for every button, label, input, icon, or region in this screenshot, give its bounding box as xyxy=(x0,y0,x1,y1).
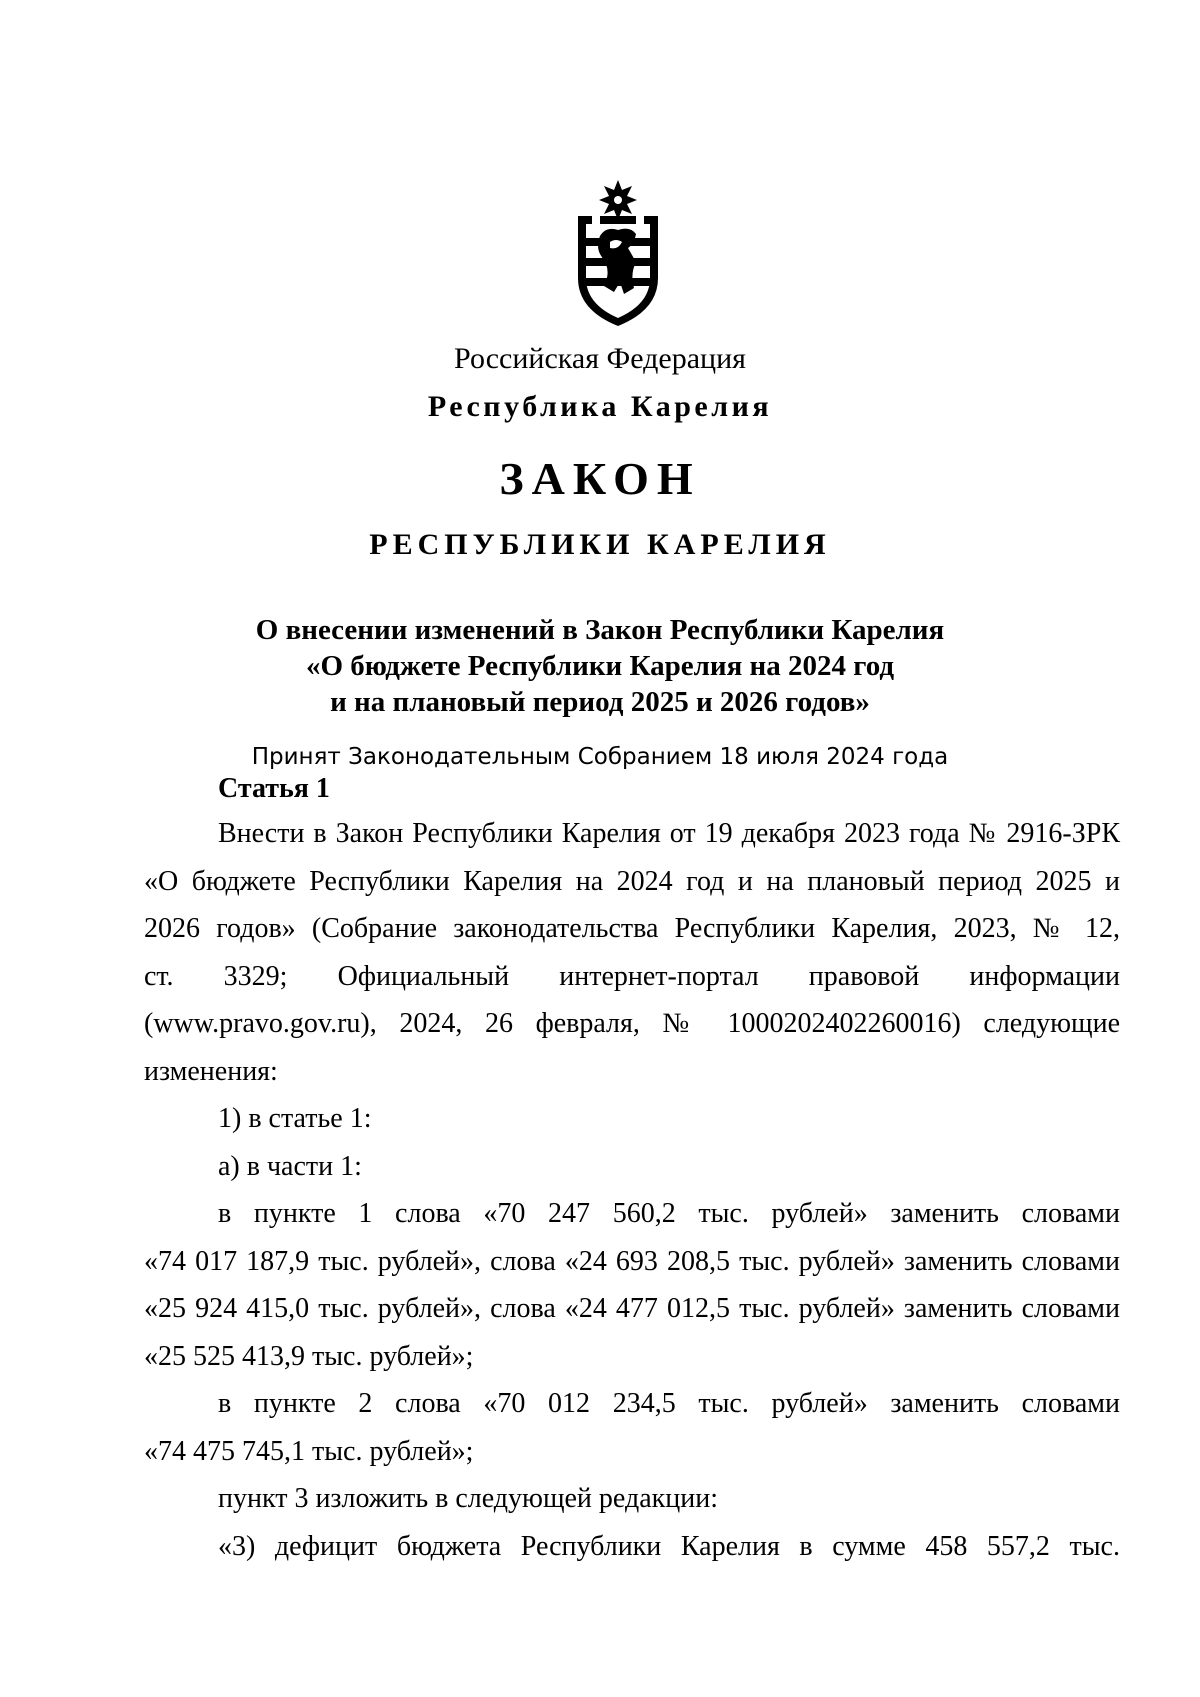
law-title xyxy=(0,612,1200,720)
region-name: Республика Карелия xyxy=(427,390,773,423)
coat-of-arms-icon xyxy=(570,178,666,328)
body-line: пункт 3 изложить в следующей редакции: xyxy=(218,1483,718,1514)
body-line: (www.pravo.gov.ru), 2024, 26 февраля, № 1000202402260016) следующие xyxy=(144,1008,1120,1039)
adoption-note: Принят Законодательным Собранием 18 июля 2024 года xyxy=(251,744,949,770)
body-line: в пункте 1 слова «70 247 560,2 тыс. рублей» заменить словами xyxy=(218,1198,1120,1229)
body-line: «25 525 413,9 тыс. рублей»; xyxy=(144,1340,474,1372)
body-line: «25 924 415,0 тыс. рублей», слова «24 477 012,5 тыс. рублей» заменить словами xyxy=(144,1293,1120,1324)
law-title-line: и на плановый период 2025 и 2026 годов» xyxy=(330,686,870,718)
body-line: а) в части 1: xyxy=(218,1150,362,1182)
law-title-line: «О бюджете Республики Карелия на 2024 год xyxy=(305,650,895,682)
body-line: «74 475 745,1 тыс. рублей»; xyxy=(144,1435,474,1467)
law-title-line: О внесении изменений в Закон Республики Карелия xyxy=(255,614,945,646)
body-line: «3) дефицит бюджета Республики Карелия в сумме 458 557,2 тыс. xyxy=(218,1530,1120,1562)
body-line: в пункте 2 слова «70 012 234,5 тыс. рублей» заменить словами xyxy=(218,1388,1120,1419)
document-type-subtitle: РЕСПУБЛИКИ КАРЕЛИЯ xyxy=(369,528,831,561)
body-line: «О бюджете Республики Карелия на 2024 год и на плановый период 2025 и xyxy=(144,865,1120,897)
body-line: «74 017 187,9 тыс. рублей», слова «24 693 208,5 тыс. рублей» заменить словами xyxy=(144,1245,1120,1277)
body-line: 2026 годов» (Собрание законодательства Республики Карелия, 2023, № 12, xyxy=(144,913,1120,944)
body-line: Внести в Закон Республики Карелия от 19 декабря 2023 года № 2916-ЗРК xyxy=(218,818,1120,849)
article-body xyxy=(144,810,1120,1570)
document-type: ЗАКОН xyxy=(499,453,701,504)
country-name: Российская Федерация xyxy=(454,342,746,375)
article-heading: Статья 1 xyxy=(218,773,330,804)
body-line: 1) в статье 1: xyxy=(218,1103,372,1134)
body-line: изменения: xyxy=(144,1055,278,1087)
body-line: ст. 3329; Официальный интернет-портал правовой информации xyxy=(144,960,1120,992)
